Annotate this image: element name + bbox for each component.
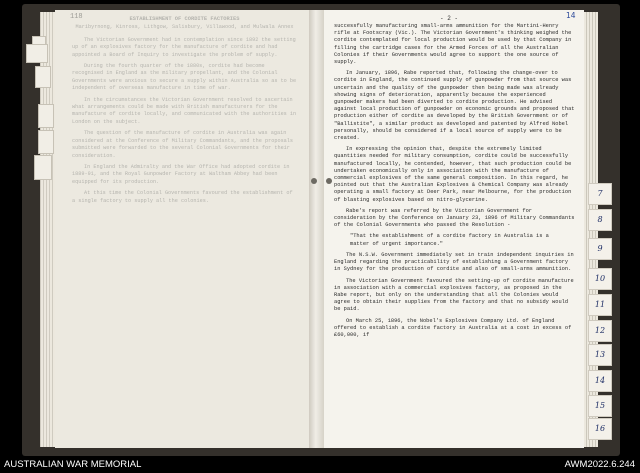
binding-hole (326, 178, 332, 184)
left-page-tab[interactable] (38, 104, 54, 128)
institution-caption: AUSTRALIAN WAR MEMORIAL (4, 459, 142, 470)
index-tab-8[interactable]: 8 (588, 209, 612, 231)
left-page-tab[interactable] (34, 155, 52, 180)
left-page-subtitle: Maribyrnong, Kinross, Lithgow, Salisbury, Villawood, and Mulwala Annex (75, 24, 294, 31)
right-paragraph: On March 25, 1896, the Nobel's Explosives Company Ltd. of England offered to establish a cordite factory in Australia at a cost in excess of £60,000, if (334, 317, 572, 338)
index-tab-16[interactable]: 16 (588, 418, 612, 440)
left-page-tab[interactable] (26, 44, 48, 63)
right-paragraph: In expressing the opinion that, despite the extremely limited quantities needed for military consumption, cordite could be successfully manufactured locally, he contended, however, that such production could be undertaken economically only in association with the manufacture of commercial explosives of the same general composition. In this regard, he pointed out that the Australian Explosives & Chemical Company was already operating a small factory at Deer Park, near Melbourne, for the production of blasting explosives based on nitro-glycerine. (334, 146, 572, 203)
left-page-number: 118 (70, 13, 83, 21)
accession-number: AWM2022.6.244 (564, 459, 635, 470)
index-tab-12[interactable]: 12 (588, 320, 612, 342)
right-paragraph: Rabe's report was referred by the Victorian Government for consideration by the Conference on January 23, 1896 of Military Commandants of the Colonial Governments who passed the Resolution - (334, 207, 575, 229)
left-paragraph: In the circumstances the Victorian Government resolved to ascertain what arrangements could be made with British manufacturers for the manufacture of cordite locally, and communicated with the authorities in London on the subject. (72, 96, 297, 125)
left-paragraph: The question of the manufacture of cordite in Australia was again considered at the Conference of Military Commandants, and the proposals submitted were forwarded to the several Colonial Governments for their consideration. (72, 130, 294, 159)
right-paragraph: The N.S.W. Government immediately set in train independent inquiries in England regarding the practicability of establishing a Government factory in Sydney for the production of cordite and also of small-arms ammunition. (334, 251, 574, 273)
binding-hole (311, 178, 317, 184)
right-paragraph: The Victorian Government favoured the setting-up of cordite manufacture in association with a commercial explosives factory, as proposed in the Rabe report, but only on the understanding that all the Colonies would agree to obtain their supplies from the factory and that no subsidy would be paid. (334, 277, 574, 313)
index-tab-9[interactable]: 9 (588, 238, 612, 260)
left-paragraph: At this time the Colonial Governments favoured the establishment of a single factory to supply all the colonies. (72, 190, 293, 204)
right-page-number: - 2 - (440, 15, 459, 22)
left-page-tab[interactable] (38, 130, 54, 154)
index-tab-7[interactable]: 7 (588, 183, 612, 205)
index-tab-11[interactable]: 11 (588, 294, 612, 316)
index-tab-13[interactable]: 13 (588, 344, 612, 366)
left-paragraph: The Victorian Government had in contemplation since 1892 the setting up of an explosives factory for the manufacture of cordite and had appointed a Board of Inquiry to investigate the problem of supply. (72, 36, 296, 58)
right-paragraph: successfully manufacturing small-arms ammunition for the Martini-Henry rifle at Footscray (Vic.). The Victorian Government's thinking weighed the cordite contemplated for local production would be used by that Company in filling the cartridge cases for the Armed Forces of all the Australian Colonies if their Governments would agree to support the one source of supply. (334, 23, 572, 66)
index-tab-14[interactable]: 14 (588, 370, 612, 392)
right-page-text (334, 15, 576, 343)
left-page-title: ESTABLISHMENT OF CORDITE FACTORIES (129, 16, 240, 22)
book-spine (309, 10, 324, 448)
left-paragraph: In England the Admiralty and the War Office had adopted cordite in 1889-91, and the Royal Gunpowder Factory at Waltham Abbey had been equipped for its production. (72, 163, 290, 185)
index-tab-10[interactable]: 10 (588, 268, 612, 290)
resolution-quote: "That the establishment of a cordite factory in Australia is a matter of urgent importance." (350, 233, 549, 247)
handwritten-folio-number: 14 (566, 11, 576, 20)
right-paragraph: In January, 1896, Rabe reported that, following the change-over to cordite in England, the continued supply of gunpowder from that source was uncertain and the quality of the gunpowder then being made was already showing signs of deterioration, apparently because the experienced gunpowder makers had been diverted to cordite production. He advised against local production of gunpowder on economic grounds and proposed that production either of cordite as developed by the British Government or of "Ballistite", a similar product as developed and patented by Alfred Nobel personally, should be considered if a local source of supply were to be created. (334, 70, 575, 142)
index-tab-15[interactable]: 15 (588, 395, 612, 417)
left-paragraph: During the fourth quarter of the 1880s, cordite had become recognised in England as the military propellant, and the Colonial Governments were anxious to secure a supply within Australia so as to be independent of overseas manufacture in time of war. (72, 63, 297, 92)
left-page-tab[interactable] (35, 66, 51, 88)
left-page-text (70, 13, 297, 209)
